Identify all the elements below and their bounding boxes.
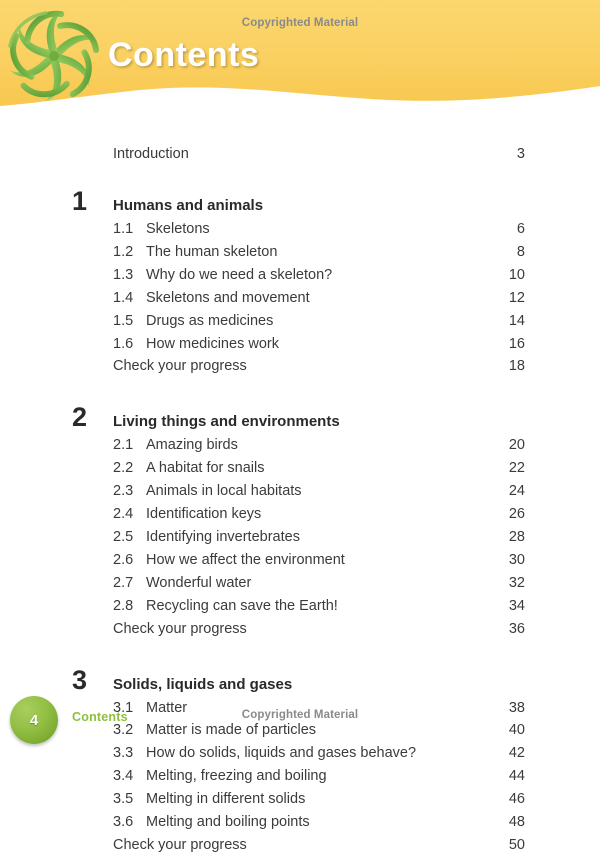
footer-copyright-notice: Copyrighted Material [241, 709, 359, 721]
entry-page-number: 50 [508, 836, 525, 853]
chapter-title: Living things and environments [113, 413, 340, 431]
entry-page-number: 38 [508, 699, 525, 716]
toc-entry[interactable] [72, 811, 525, 834]
entry-page-number: 12 [508, 289, 525, 306]
toc-entry[interactable] [72, 434, 525, 457]
toc-entry-check-progress[interactable] [72, 834, 525, 857]
entry-page-number: 30 [508, 551, 525, 568]
entry-number: 1.1 [113, 221, 134, 237]
entry-title: Matter [146, 699, 188, 716]
entry-number: 3.4 [113, 768, 134, 785]
entry-page-number: 28 [508, 528, 525, 545]
entry-number: 2.5 [113, 528, 134, 545]
chapter-entries [72, 218, 525, 378]
toc-entry[interactable] [72, 503, 525, 526]
entry-number: 2.6 [113, 551, 134, 568]
entry-number: 3.1 [113, 699, 134, 716]
entry-number: 2.8 [113, 597, 134, 614]
chapter-heading[interactable] [72, 188, 525, 215]
entry-number: 1.5 [113, 312, 134, 329]
chapter-number: 2 [72, 402, 88, 433]
entry-title: Identifying invertebrates [146, 528, 300, 545]
toc-entry[interactable] [72, 765, 525, 788]
entry-page-number: 6 [516, 221, 525, 237]
entry-page-number: 20 [508, 437, 525, 454]
entry-page-number: 46 [508, 791, 525, 808]
entry-page-number: 18 [508, 358, 525, 375]
entry-page-number: 8 [516, 243, 525, 260]
entry-title: The human skeleton [146, 243, 278, 260]
toc-entry[interactable] [72, 333, 525, 356]
footer-section-label: Contents [72, 710, 128, 724]
chapter-block [72, 188, 525, 378]
chapter-title: Solids, liquids and gases [113, 675, 293, 693]
entry-number: 2.4 [113, 506, 134, 523]
toc-entry[interactable] [72, 549, 525, 572]
chapter-title: Humans and animals [113, 197, 264, 214]
toc-entry[interactable] [72, 572, 525, 595]
entry-number: 2.3 [113, 483, 134, 500]
entry-title: Skeletons and movement [146, 289, 310, 306]
chapter-heading[interactable] [72, 404, 525, 431]
entry-title: Skeletons [146, 221, 210, 237]
entry-page-number: 16 [508, 335, 525, 352]
toc-entry[interactable] [72, 457, 525, 480]
page-number: 4 [29, 711, 39, 729]
toc-entry[interactable] [72, 526, 525, 549]
chapter-number: 3 [72, 664, 88, 695]
entry-title: Melting in different solids [146, 791, 306, 808]
toc-entry[interactable] [72, 310, 525, 333]
entry-number: 3.2 [113, 722, 134, 739]
toc-entry-check-progress[interactable] [72, 355, 525, 378]
entry-page-number: 3 [516, 146, 525, 162]
entry-page-number: 42 [508, 745, 525, 762]
entry-number: 3.5 [113, 791, 134, 808]
entry-title: How we affect the environment [146, 551, 345, 568]
page-header [0, 0, 600, 112]
page-footer [0, 694, 600, 752]
entry-number: 1.4 [113, 289, 134, 306]
entry-number: 2.1 [113, 437, 134, 454]
toc-entry[interactable] [72, 287, 525, 310]
entry-title: Animals in local habitats [146, 483, 302, 500]
entry-title: Melting, freezing and boiling [146, 768, 327, 785]
entry-number: 1.6 [113, 335, 134, 352]
entry-title: Identification keys [146, 506, 262, 523]
entry-page-number: 34 [508, 597, 525, 614]
toc-entry-check-progress[interactable] [72, 618, 525, 641]
entry-title: Wonderful water [146, 574, 252, 591]
entry-title: Check your progress [113, 620, 247, 637]
entry-number: 1.2 [113, 243, 134, 260]
entry-title: Introduction [113, 146, 189, 162]
toc-entry[interactable] [72, 480, 525, 503]
entry-page-number: 26 [508, 506, 525, 523]
entry-title: Why do we need a skeleton? [146, 266, 333, 283]
page-title: Contents [108, 36, 260, 74]
toc-entry[interactable] [72, 788, 525, 811]
entry-title: Amazing birds [146, 437, 238, 454]
entry-title: Melting and boiling points [146, 814, 310, 831]
entry-number: 1.3 [113, 266, 134, 283]
entry-page-number: 48 [508, 814, 525, 831]
chapter-heading[interactable] [72, 664, 525, 695]
header-copyright-notice: Copyrighted Material [241, 17, 359, 29]
entry-page-number: 22 [508, 460, 525, 477]
entry-number: 3.6 [113, 814, 134, 831]
toc-entry-introduction[interactable] [72, 146, 525, 162]
toc-entry[interactable] [72, 218, 525, 241]
chapter-entries [72, 434, 525, 640]
entry-number: 2.7 [113, 574, 134, 591]
entry-title: A habitat for snails [146, 460, 265, 477]
entry-page-number: 40 [508, 722, 525, 739]
entry-title: Matter is made of particles [146, 722, 317, 739]
entry-title: How do solids, liquids and gases behave? [146, 745, 417, 762]
entry-title: Drugs as medicines [146, 312, 274, 329]
entry-page-number: 36 [508, 620, 525, 637]
entry-page-number: 32 [508, 574, 525, 591]
entry-page-number: 14 [508, 312, 525, 329]
chapter-block [72, 404, 525, 640]
toc-entry[interactable] [72, 264, 525, 287]
entry-page-number: 24 [508, 483, 525, 500]
entry-page-number: 10 [508, 266, 525, 283]
entry-title: Check your progress [113, 358, 247, 375]
entry-number: 2.2 [113, 460, 134, 477]
toc-entry[interactable] [72, 241, 525, 264]
chapter-number: 1 [72, 186, 88, 216]
entry-title: Check your progress [113, 836, 247, 853]
entry-page-number: 44 [508, 768, 525, 785]
toc-entry[interactable] [72, 595, 525, 618]
entry-title: Recycling can save the Earth! [146, 597, 338, 614]
entry-number: 3.3 [113, 745, 134, 762]
entry-title: How medicines work [146, 335, 279, 352]
